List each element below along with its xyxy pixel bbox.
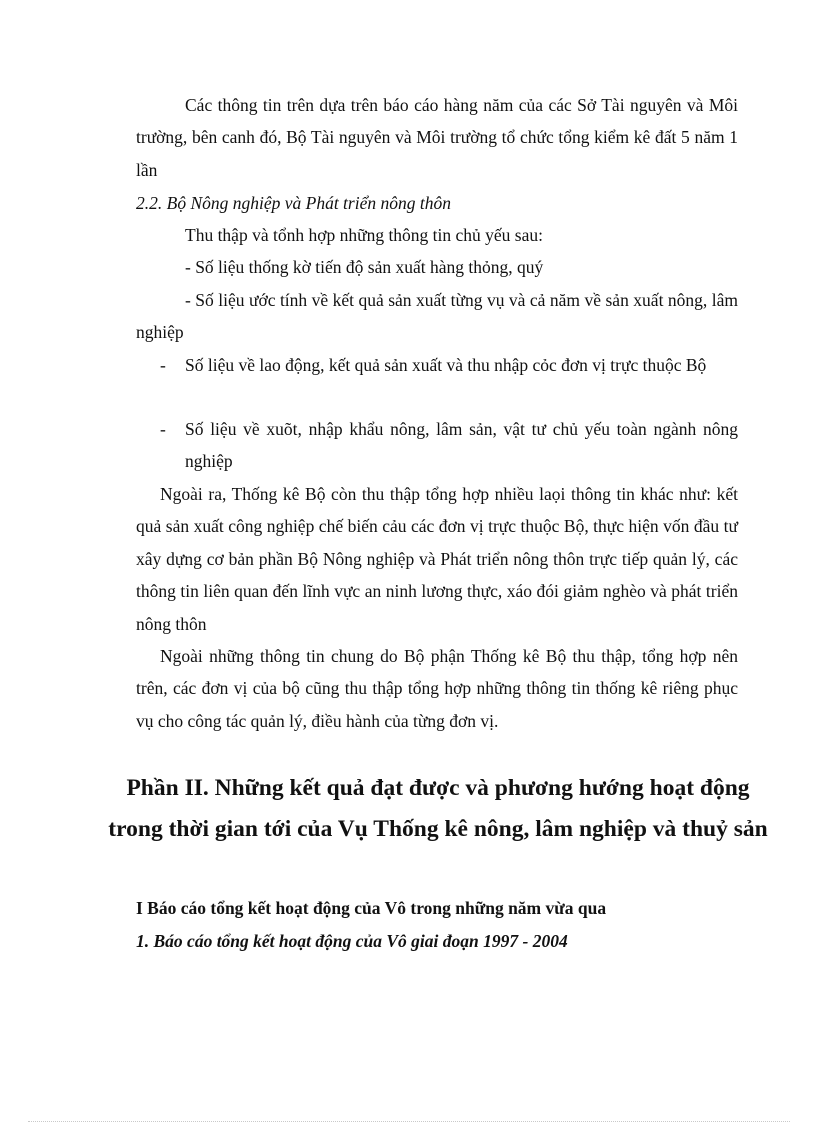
- heading-section-1: 1. Báo cáo tổng kết hoạt động của Vô giai đoạn 1997 - 2004: [136, 931, 568, 951]
- section-heading-2-2: 2.2. Bộ Nông nghiệp và Phát triển nông thôn: [136, 193, 451, 213]
- list-item-progress-stats: - Số liệu thống kờ tiến độ sản xuất hàng thỏng, quý: [185, 257, 544, 277]
- page-bottom-border: [28, 1121, 790, 1122]
- bullet-marker: -: [160, 355, 166, 375]
- bullet-marker: -: [160, 419, 166, 439]
- list-item-estimate-stats: - Số liệu ước tính về kết quả sản xuất từng vụ và cả năm về sản xuất nông, lâm nghiệp: [136, 290, 738, 343]
- heading-section-I: I Báo cáo tổng kết hoạt động của Vô trong những năm vừa qua: [136, 898, 607, 918]
- paragraph-unit-info: Ngoài những thông tin chung do Bộ phận Thống kê Bộ thu thập, tổng hợp nên trên, các đơn vị của bộ cũng thu thập tổng hợp những thông tin thống kê riêng phục vụ cho công tác quản lý, điều hành của từng đơn vị.: [136, 646, 738, 731]
- list-item-labor-stats: Số liệu về lao động, kết quả sản xuất và thu nhập cỏc đơn vị trực thuộc Bộ: [185, 355, 707, 375]
- paragraph-land-info: Các thông tin trên dựa trên báo cáo hàng năm của các Sở Tài nguyên và Môi trường, bên canh đó, Bộ Tài nguyên và Môi trường tổ chức tổng kiểm kê đất 5 năm 1 lần: [136, 95, 738, 180]
- paragraph-other-info: Ngoài ra, Thống kê Bộ còn thu thập tổng hợp nhiều laọi thông tin khác như: kết quả sản xuất công nghiệp chế biến cảu các đơn vị trực thuộc Bộ, thực hiện vốn đầu tư xây dựng cơ bản phần Bộ Nông nghiệp và Phát triển nông thôn trực tiếp quản lý, các thông tin liên quan đến lĩnh vực an ninh lương thực, xáo đói giảm nghèo và phát triển nông thôn: [136, 484, 738, 634]
- list-item-trade-stats: Số liệu về xuõt, nhập khẩu nông, lâm sản, vật tư chủ yếu toàn ngành nông nghiệp: [185, 419, 738, 472]
- paragraph-collect-intro: Thu thập và tổnh hợp những thông tin chủ yếu sau:: [185, 225, 543, 245]
- part-title: Phần II. Những kết quả đạt được và phương hướng hoạt động trong thời gian tới của Vụ Thống kê nông, lâm nghiệp và thuỷ sản: [108, 775, 768, 842]
